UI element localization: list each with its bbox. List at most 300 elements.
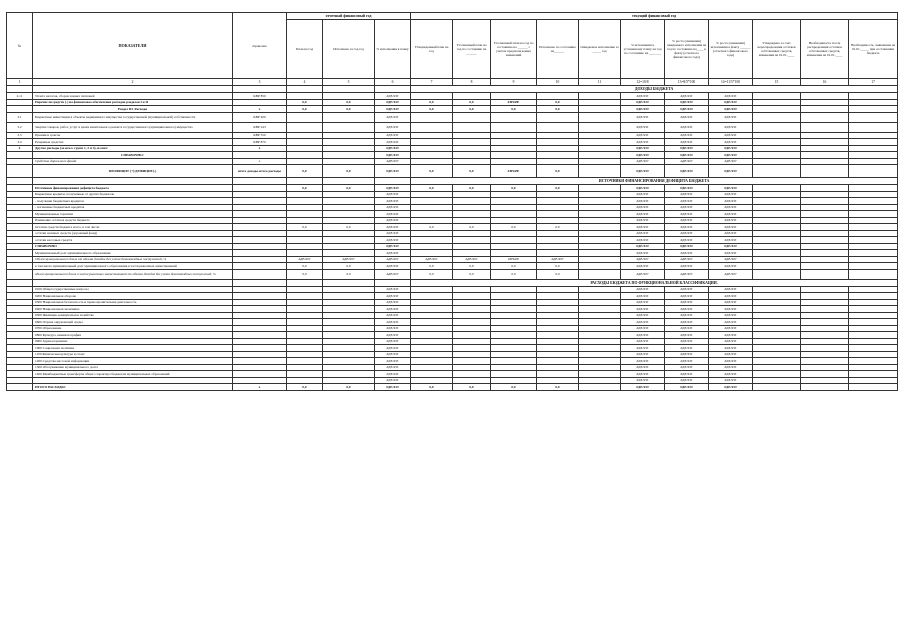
row-label: Закупка товаров, работ, услуг в целях капитального ремонта государственного (муниципального) имущества	[33, 122, 233, 132]
value-percent: #ДЕЛ/0!	[375, 106, 411, 113]
row-label: Изменение остатков средств бюджета	[33, 217, 233, 224]
row-label: Муниципальные гарантии	[33, 211, 233, 218]
column-number-10: 10	[537, 79, 579, 86]
value-growth-expected: #ДЕЛ/0!	[665, 384, 709, 391]
row-label: Остатки средств бюджета всего, в том числе:	[33, 224, 233, 231]
value-percent: #ДЕЛ/0!	[375, 217, 411, 224]
value-growth-exec: #ДЕЛ/0!	[709, 93, 753, 100]
value-need-declared	[849, 122, 898, 132]
row-number: 2.11	[7, 93, 33, 100]
value-percent: #ДЕЛ/0!	[375, 152, 411, 159]
cell	[375, 86, 411, 93]
value-refined-changes: 0,0	[491, 106, 537, 113]
row-label: в том числе муниципальный долг муниципального образования в части рыночных заимствований	[33, 263, 233, 270]
value-need-after	[801, 269, 849, 279]
column-number-12: 12=10/8	[621, 79, 665, 86]
value-percent-refined: #ДЕЛ/0!	[621, 139, 665, 146]
value-percent: #ДЕЛ/0!	[375, 224, 411, 231]
column-number-1: 1	[7, 79, 33, 86]
value-percent-refined: #ДЕЛ/0!	[621, 269, 665, 279]
value-growth-exec: #ДЕЛ/0!	[709, 325, 753, 332]
value-growth-expected: #ДЕЛ/0!	[665, 377, 709, 384]
value-growth-expected: #ДЕЛ/0!	[665, 224, 709, 231]
value-growth-expected: #ДЕЛ/0!	[665, 243, 709, 250]
value-growth-exec: #ДЕЛ/0!	[709, 145, 753, 152]
value-approved: #ДЕЛ/0!	[411, 256, 453, 263]
header-approved-remainder: Утверждено за счет нераспределения остатков собственных средств, изменения на 01.01.____	[753, 20, 801, 79]
value-growth-exec: #ДЕЛ/0!	[709, 132, 753, 139]
section-title: ДОХОДЫ БЮДЖЕТА	[411, 86, 898, 93]
row-label: Другие расходы (за искл. групп 1, 2 и 3), из них:	[33, 145, 233, 152]
value-percent: #ДЕЛ/0!	[375, 158, 411, 165]
value-growth-exec: #ДЕЛ/0!	[709, 312, 753, 319]
value-growth-exec: #ДЕЛ/0!	[709, 269, 753, 279]
table-body	[7, 86, 898, 391]
cell	[33, 86, 233, 93]
value-growth-expected: #ДЕЛ/0!	[665, 106, 709, 113]
value-growth-expected: #ДЕЛ/0!	[665, 364, 709, 371]
value-growth-exec: #ДЕЛ/0!	[709, 211, 753, 218]
value-growth-expected: #ДЕЛ/0!	[665, 230, 709, 237]
value-percent: #ДЕЛ/0!	[375, 211, 411, 218]
row-label: СПРАВОЧНО	[33, 243, 233, 250]
value-executed	[323, 122, 375, 132]
value-growth-exec: #ДЕЛ/0!	[709, 338, 753, 345]
value-growth-exec: #ДЕЛ/0!	[709, 319, 753, 326]
profit-deficit-row	[7, 165, 898, 178]
section-title: ИСТОЧНИКИ ФИНАНСИРОВАНИЯ ДЕФИЦИТА БЮДЖЕТА	[411, 178, 898, 185]
value-approved: 0,0	[411, 165, 453, 178]
value-executed-date: 0,0	[537, 269, 579, 279]
value-growth-expected: #ДЕЛ/0!	[665, 358, 709, 365]
column-number-7: 7	[411, 79, 453, 86]
value-growth-expected: #ДЕЛ/0!	[665, 152, 709, 159]
row-label: Объем муниципального долга от объема доходов без учета безвозмездных поступлений, %	[33, 256, 233, 263]
value-growth-expected: #ДЕЛ/0!	[665, 132, 709, 139]
value-percent-refined: #ДЕЛ/0!	[621, 106, 665, 113]
row-number: 3.4	[7, 139, 33, 146]
column-number-16: 16	[801, 79, 849, 86]
value-executed-date: 0,0	[537, 263, 579, 270]
value-growth-exec: #ДЕЛ/0!	[709, 237, 753, 244]
value-growth-exec: #ДЕЛ/0!	[709, 139, 753, 146]
value-refined-changes	[491, 112, 537, 122]
cell	[233, 86, 287, 93]
value-expected	[579, 122, 621, 132]
value-growth-exec: #ДЕЛ/0!	[709, 358, 753, 365]
value-executed: 0,0	[323, 269, 375, 279]
value-percent: #ДЕЛ/0!	[375, 293, 411, 300]
column-number-14: 14=11/5*100	[709, 79, 753, 86]
value-growth-expected: #ДЕЛ/0!	[665, 306, 709, 313]
value-executed: 0,0	[323, 263, 375, 270]
row-label: Источники финансирования дефицита бюджета	[33, 185, 233, 192]
value-growth-exec: #ДЕЛ/0!	[709, 158, 753, 165]
value-growth-expected: #ДЕЛ/0!	[665, 158, 709, 165]
row-reference: x	[233, 106, 287, 113]
value-need-after	[801, 384, 849, 391]
value-percent-refined: #ДЕЛ/0!	[621, 358, 665, 365]
value-approved: 0,0	[411, 185, 453, 192]
column-number-5: 5	[323, 79, 375, 86]
value-need-after	[801, 122, 849, 132]
value-percent-refined: #ДЕЛ/0!	[621, 99, 665, 106]
value-percent: #ДЕЛ/0!	[375, 165, 411, 178]
value-growth-expected: #ДЕЛ/0!	[665, 191, 709, 198]
row-reference: КВР 400	[233, 112, 287, 122]
value-percent-refined: #ДЕЛ/0!	[621, 158, 665, 165]
value-percent-refined: #ДЕЛ/0!	[621, 250, 665, 257]
value-percent-refined: #ДЕЛ/0!	[621, 122, 665, 132]
value-percent-refined: #ДЕЛ/0!	[621, 299, 665, 306]
value-need-declared	[849, 165, 898, 178]
value-percent: #ДЕЛ/0!	[375, 204, 411, 211]
column-number-15: 15	[753, 79, 801, 86]
section-expenses	[7, 279, 898, 286]
value-expected	[579, 384, 621, 391]
value-approved: 0,0	[411, 263, 453, 270]
value-growth-expected: #ДЕЛ/0!	[665, 93, 709, 100]
value-growth-expected: #ДЕЛ/0!	[665, 99, 709, 106]
value-percent-refined: #ДЕЛ/0!	[621, 152, 665, 159]
cell	[287, 279, 323, 286]
value-plan: 0,0	[287, 224, 323, 231]
value-growth-expected: #ДЕЛ/0!	[665, 299, 709, 306]
value-growth-expected: #ДЕЛ/0!	[665, 185, 709, 192]
value-percent-refined: #ДЕЛ/0!	[621, 384, 665, 391]
row-reference: x	[233, 384, 287, 391]
row-label: 1100 Физическая культура и спорт	[33, 351, 233, 358]
value-executed: 0,0	[323, 224, 375, 231]
value-percent: #ДЕЛ/0!	[375, 237, 411, 244]
value-executed: 0,0	[323, 185, 375, 192]
value-growth-exec: #ДЕЛ/0!	[709, 217, 753, 224]
value-percent-refined: #ДЕЛ/0!	[621, 325, 665, 332]
value-growth-expected: #ДЕЛ/0!	[665, 250, 709, 257]
value-growth-expected: #ДЕЛ/0!	[665, 269, 709, 279]
value-refined: 0,0	[453, 384, 491, 391]
header-refined-plan: Уточненный план на год по состоянию на ______	[453, 20, 491, 79]
value-growth-exec: #ДЕЛ/0!	[709, 351, 753, 358]
value-expected	[579, 112, 621, 122]
column-number-4: 4	[287, 79, 323, 86]
cell	[323, 279, 375, 286]
value-approved: 0,0	[411, 269, 453, 279]
value-approved: 0,0	[411, 384, 453, 391]
value-percent: #ДЕЛ/0!	[375, 256, 411, 263]
value-need-declared	[849, 269, 898, 279]
value-growth-expected: #ДЕЛ/0!	[665, 217, 709, 224]
value-plan: #ДЕЛ/0!	[287, 256, 323, 263]
value-growth-exec: #ДЕЛ/0!	[709, 293, 753, 300]
value-percent-refined: #ДЕЛ/0!	[621, 306, 665, 313]
value-percent: #ДЕЛ/0!	[375, 263, 411, 270]
value-percent: #ДЕЛ/0!	[375, 338, 411, 345]
row-number: 3.1	[7, 112, 33, 122]
value-percent-refined: #ДЕЛ/0!	[621, 191, 665, 198]
value-refined-changes: 0,0	[491, 185, 537, 192]
row-label: Бюджетные инвестиции в объекты недвижимого имущества государственной (муниципальной) собственности	[33, 112, 233, 122]
value-refined: 0,0	[453, 165, 491, 178]
column-numbers-row	[7, 79, 898, 86]
value-need-after	[801, 165, 849, 178]
header-group-previous-year: отчетный финансовый год	[287, 13, 411, 20]
row-label: 0700 Образование	[33, 325, 233, 332]
value-need-declared	[849, 112, 898, 122]
value-growth-expected: #ДЕЛ/0!	[665, 325, 709, 332]
value-percent-refined: #ДЕЛ/0!	[621, 237, 665, 244]
column-number-2: 2	[33, 79, 233, 86]
value-percent: #ДЕЛ/0!	[375, 325, 411, 332]
value-growth-expected: #ДЕЛ/0!	[665, 332, 709, 339]
row-label: - получение бюджетных кредитов	[33, 198, 233, 205]
value-percent: #ДЕЛ/0!	[375, 99, 411, 106]
value-percent: #ДЕЛ/0!	[375, 319, 411, 326]
value-growth-expected: #ДЕЛ/0!	[665, 338, 709, 345]
value-percent-refined: #ДЕЛ/0!	[621, 377, 665, 384]
value-approved	[411, 112, 453, 122]
value-percent: #ДЕЛ/0!	[375, 312, 411, 319]
value-growth-exec: #ДЕЛ/0!	[709, 332, 753, 339]
value-percent-refined: #ДЕЛ/0!	[621, 293, 665, 300]
row-reference: x	[233, 158, 287, 165]
value-percent: #ДЕЛ/0!	[375, 358, 411, 365]
row-label: Раздел III. Расходы	[33, 106, 233, 113]
value-percent: #ДЕЛ/0!	[375, 286, 411, 293]
header-executed: Исполнено за год год	[323, 20, 375, 79]
value-plan: 0,0	[287, 269, 323, 279]
row-label: 1200 Средства массовой информации	[33, 358, 233, 365]
value-percent: #ДЕЛ/0!	[375, 299, 411, 306]
value-refined: 0,0	[453, 99, 491, 106]
value-executed: 0,0	[323, 106, 375, 113]
value-percent: #ДЕЛ/0!	[375, 139, 411, 146]
value-growth-exec: #ДЕЛ/0!	[709, 377, 753, 384]
budget-sheet	[6, 12, 897, 391]
value-refined: 0,0	[453, 106, 491, 113]
row-label: Резервные средства	[33, 139, 233, 146]
value-plan: 0,0	[287, 165, 323, 178]
cell	[323, 86, 375, 93]
header-executed-on-date: Исполнено по состоянию на______	[537, 20, 579, 79]
value-growth-exec: #ДЕЛ/0!	[709, 99, 753, 106]
value-executed-date	[537, 122, 579, 132]
value-percent: #ДЕЛ/0!	[375, 132, 411, 139]
column-number-3: 3	[233, 79, 287, 86]
column-number-6: 6	[375, 79, 411, 86]
value-need-after	[801, 112, 849, 122]
row-reference: КВР 850	[233, 93, 287, 100]
value-percent-refined: #ДЕЛ/0!	[621, 345, 665, 352]
value-refined-changes: 0,0	[491, 224, 537, 231]
header-reference: справочно	[233, 13, 287, 79]
value-refined-changes	[491, 122, 537, 132]
value-growth-expected: #ДЕЛ/0!	[665, 371, 709, 378]
value-growth-exec: #ДЕЛ/0!	[709, 198, 753, 205]
row-label: 0900 Здравоохранение	[33, 338, 233, 345]
row-label: 1000 Социальная политика	[33, 345, 233, 352]
value-percent: #ДЕЛ/0!	[375, 345, 411, 352]
header-refined-plan-changes: Уточненный план на год по состоянию на ______ с учетом предполагаемых изменений	[491, 20, 537, 79]
value-growth-exec: #ДЕЛ/0!	[709, 286, 753, 293]
value-growth-exec: #ДЕЛ/0!	[709, 299, 753, 306]
value-percent-refined: #ДЕЛ/0!	[621, 145, 665, 152]
value-approved: 0,0	[411, 99, 453, 106]
value-refined-changes: #ЗНАЧ!	[491, 165, 537, 178]
value-percent-refined: #ДЕЛ/0!	[621, 371, 665, 378]
row-number	[7, 384, 33, 391]
value-percent-refined: #ДЕЛ/0!	[621, 112, 665, 122]
value-growth-expected: #ДЕЛ/0!	[665, 263, 709, 270]
value-growth-expected: #ДЕЛ/0!	[665, 139, 709, 146]
header-approved-plan: Утвержденный план на год	[411, 20, 453, 79]
value-approved-remainder	[753, 165, 801, 178]
budget-table	[6, 12, 898, 391]
value-need-declared	[849, 384, 898, 391]
section-deficit	[7, 178, 898, 185]
value-plan: 0,0	[287, 106, 323, 113]
table-row	[7, 122, 898, 132]
value-growth-expected: #ДЕЛ/0!	[665, 256, 709, 263]
value-growth-expected: #ДЕЛ/0!	[665, 293, 709, 300]
value-refined-changes: #ЗНАЧ!	[491, 256, 537, 263]
total-expenses-row	[7, 384, 898, 391]
value-percent: #ДЕЛ/0!	[375, 230, 411, 237]
cell	[323, 178, 375, 185]
cell	[33, 178, 233, 185]
row-reference: КВР 350	[233, 132, 287, 139]
value-percent: #ДЕЛ/0!	[375, 306, 411, 313]
value-executed: 0,0	[323, 384, 375, 391]
value-growth-exec: #ДЕЛ/0!	[709, 371, 753, 378]
value-refined	[453, 122, 491, 132]
value-plan: 0,0	[287, 185, 323, 192]
value-executed-date: 0,0	[537, 384, 579, 391]
value-approved	[411, 122, 453, 132]
value-percent: #ДЕЛ/0!	[375, 351, 411, 358]
cell	[287, 86, 323, 93]
row-label: 0500 Жилищно-коммунальное хозяйство	[33, 312, 233, 319]
row-label: 0300 Национальная безопасность и правоохранительная деятельность	[33, 299, 233, 306]
value-percent-refined: #ДЕЛ/0!	[621, 286, 665, 293]
header-index: №	[7, 13, 33, 79]
header-plan: План на год	[287, 20, 323, 79]
value-expected	[579, 165, 621, 178]
value-growth-exec: #ДЕЛ/0!	[709, 152, 753, 159]
row-label: остатки кассовых средств	[33, 237, 233, 244]
value-percent: #ДЕЛ/0!	[375, 243, 411, 250]
row-label: Средства дорожного фонда	[33, 158, 233, 165]
value-percent: #ДЕЛ/0!	[375, 112, 411, 122]
row-reference	[233, 269, 287, 279]
value-growth-expected: #ДЕЛ/0!	[665, 345, 709, 352]
header-growth-expected: % роста (снижения) ожидаемого исполнения на год по состоянию на____ к факту (отчетного финансового года)	[665, 20, 709, 79]
value-refined: 0,0	[453, 224, 491, 231]
value-percent-refined: #ДЕЛ/0!	[621, 256, 665, 263]
value-growth-expected: #ДЕЛ/0!	[665, 237, 709, 244]
cell	[233, 178, 287, 185]
value-percent-refined: #ДЕЛ/0!	[621, 224, 665, 231]
value-percent: #ДЕЛ/0!	[375, 250, 411, 257]
value-refined: #ДЕЛ/0!	[453, 256, 491, 263]
value-growth-expected: #ДЕЛ/0!	[665, 351, 709, 358]
value-percent: #ДЕЛ/0!	[375, 371, 411, 378]
table-row	[7, 269, 898, 279]
row-number: 4	[7, 145, 33, 152]
value-percent: #ДЕЛ/0!	[375, 364, 411, 371]
value-percent: #ДЕЛ/0!	[375, 122, 411, 132]
value-growth-expected: #ДЕЛ/0!	[665, 122, 709, 132]
value-percent: #ДЕЛ/0!	[375, 377, 411, 384]
value-growth-exec: #ДЕЛ/0!	[709, 230, 753, 237]
row-label: 0600 Охрана окружающей среды	[33, 319, 233, 326]
header-expected: Ожидаемое исполнение за _____ год	[579, 20, 621, 79]
row-label: остатки целевых средств (дорожный фонд)	[33, 230, 233, 237]
value-expected	[579, 269, 621, 279]
value-percent: #ДЕЛ/0!	[375, 384, 411, 391]
header-need-after: Необходимость после распределения остатков собственных средств, изменения на 01.01.____	[801, 20, 849, 79]
value-growth-exec: #ДЕЛ/0!	[709, 243, 753, 250]
row-label: 0400 Национальная экономика	[33, 306, 233, 313]
section-title: РАСХОДЫ БЮДЖЕТА ПО ФУНКЦИОНАЛЬНОЙ КЛАССИФИКАЦИИ.	[411, 279, 898, 286]
value-refined-changes: 0,0	[491, 263, 537, 270]
row-label: объем муниципального долга в части рыночных заимствований от объема доходов без учета безвозмездных поступлений, %	[33, 269, 233, 279]
value-percent-refined: #ДЕЛ/0!	[621, 364, 665, 371]
value-growth-exec: #ДЕЛ/0!	[709, 112, 753, 122]
value-growth-exec: #ДЕЛ/0!	[709, 224, 753, 231]
value-percent-refined: #ДЕЛ/0!	[621, 338, 665, 345]
value-refined: 0,0	[453, 263, 491, 270]
value-executed-date: 0,0	[537, 106, 579, 113]
value-percent-refined: #ДЕЛ/0!	[621, 204, 665, 211]
value-growth-exec: #ДЕЛ/0!	[709, 191, 753, 198]
value-growth-exec: #ДЕЛ/0!	[709, 122, 753, 132]
value-executed: 0,0	[323, 165, 375, 178]
cell	[33, 279, 233, 286]
value-growth-expected: #ДЕЛ/0!	[665, 204, 709, 211]
value-percent-refined: #ДЕЛ/0!	[621, 230, 665, 237]
value-growth-exec: #ДЕЛ/0!	[709, 306, 753, 313]
value-percent: #ДЕЛ/0!	[375, 332, 411, 339]
value-growth-expected: #ДЕЛ/0!	[665, 145, 709, 152]
value-growth-exec: #ДЕЛ/0!	[709, 384, 753, 391]
value-percent-refined: #ДЕЛ/0!	[621, 243, 665, 250]
value-percent: #ДЕЛ/0!	[375, 93, 411, 100]
row-reference: КВР 870	[233, 139, 287, 146]
value-growth-expected: #ДЕЛ/0!	[665, 211, 709, 218]
value-percent: #ДЕЛ/0!	[375, 185, 411, 192]
value-percent-refined: #ДЕЛ/0!	[621, 332, 665, 339]
header-need-declared: Необходимость, заявленная на 01.01._____ при составлении бюджета	[849, 20, 898, 79]
value-growth-exec: #ДЕЛ/0!	[709, 106, 753, 113]
cell	[7, 279, 33, 286]
row-label: Уплата налогов, сборов и иных платежей	[33, 93, 233, 100]
value-executed-date	[537, 112, 579, 122]
cell	[7, 86, 33, 93]
value-approved: 0,0	[411, 224, 453, 231]
value-approved: 0,0	[411, 106, 453, 113]
column-number-11: 11	[579, 79, 621, 86]
value-approved-remainder	[753, 384, 801, 391]
row-label: 0800 Культура, кинематография	[33, 332, 233, 339]
value-executed-date: 0,0	[537, 224, 579, 231]
row-label: ПРОФИЦИТ (+)/ДЕФИЦИТ(-)	[33, 165, 233, 178]
row-label: - погашение бюджетных кредитов	[33, 204, 233, 211]
cell	[375, 178, 411, 185]
row-reference: КВР 243	[233, 122, 287, 132]
value-percent-refined: #ДЕЛ/0!	[621, 93, 665, 100]
cell	[287, 178, 323, 185]
